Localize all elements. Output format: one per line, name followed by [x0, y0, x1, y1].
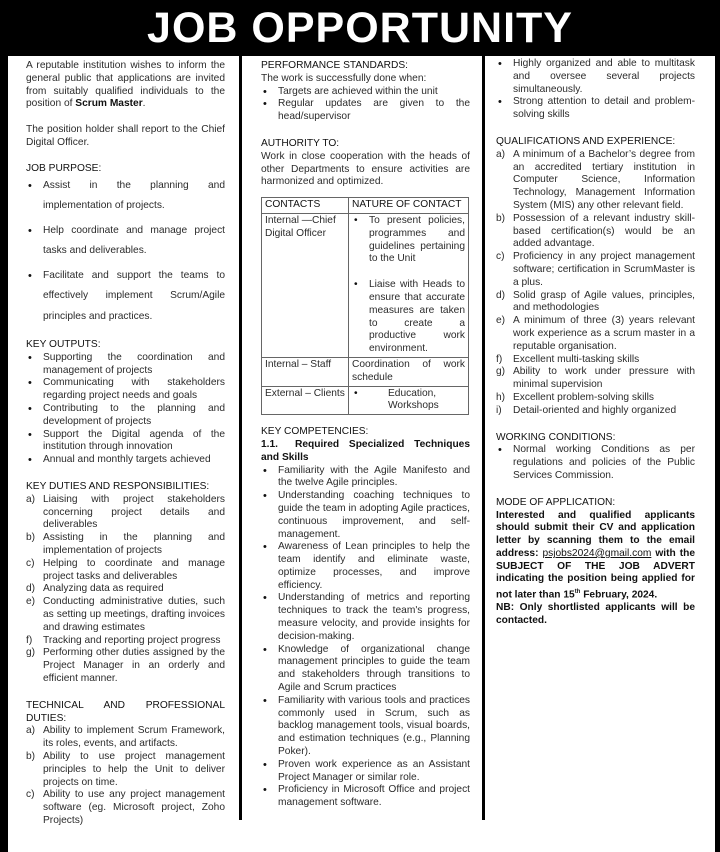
list-item: • Annual and monthly targets achieved [26, 454, 225, 467]
frame-border-left [0, 0, 8, 852]
application-instructions: Interested and qualified applicants should submit their CV and application letter by scanning them to the email address: psjobs2024@gmail.com with the SUBJECT OF THE JOB ADVERT indicating the position being applied for not later than 15th February, 2024. [496, 509, 695, 601]
table-row [262, 386, 469, 415]
competencies-subheading: 1.1. Required Specialized Techniques and Skills [261, 438, 470, 463]
column-header-contacts: CONTACTS [262, 198, 349, 214]
list-item: f) Tracking and reporting project progress [26, 634, 221, 646]
table-row [262, 357, 469, 386]
key-duties-heading: KEY DUTIES AND RESPONSIBILITIES: [26, 481, 210, 493]
list-item: • Proficiency in Microsoft Office and project management software. [261, 784, 470, 810]
list-item: • Regular updates are given to the head/supervisor [261, 98, 470, 124]
list-item: c) Ability to use any project management software (eg. Microsoft project, Zoho Projects) [26, 789, 225, 826]
column-left [26, 56, 225, 828]
list-item: • Familiarity with the Agile Manifesto and the twelve Agile principles. [261, 465, 470, 491]
contact-cell: Internal —Chief Digital Officer [262, 213, 349, 357]
contact-cell: External – Clients [262, 386, 349, 415]
position-name: Scrum Master [75, 98, 143, 110]
column-divider-1 [239, 56, 242, 820]
qualifications-list [496, 149, 695, 418]
list-item: • Targets are achieved within the unit [261, 86, 470, 99]
list-item: g) Ability to work under pressure with minimal supervision [496, 366, 695, 391]
list-item: c) Helping to coordinate and manage project tasks and deliverables [26, 557, 225, 582]
list-item: • Understanding of metrics and reporting techniques to track the team's progress, measure velocity, and provide insights for decision-making. [261, 592, 470, 643]
table-row [262, 213, 469, 357]
list-item: a) A minimum of a Bachelor’s degree from an accredited tertiary institution in Computer Science, Information Technology, Management Information System (MIS) any other relevant field. [496, 148, 695, 211]
authority-text: Work in close cooperation with the heads of other Departments to ensure activities are harmonized and optimized. [261, 150, 470, 188]
list-item: f) Excellent multi-tasking skills [496, 353, 640, 365]
column-header-nature: NATURE OF CONTACT [349, 198, 469, 214]
frame-border-right [715, 0, 720, 852]
list-item: • Highly organized and able to multitask and oversee several projects simultaneously. [496, 58, 695, 96]
competencies-list [261, 465, 470, 811]
list-item: • Proven work experience as an Assistant Project Manager or similar role. [261, 759, 470, 785]
list-item: a) Liaising with project stakeholders concerning project details and deliverables [26, 493, 225, 531]
key-outputs-list [26, 352, 225, 467]
list-item: e) Conducting administrative duties, such as setting up meetings, drafting invoices and drawing estimates [26, 596, 225, 633]
nature-cell: • Education, Workshops [349, 386, 469, 415]
performance-list [261, 86, 470, 124]
job-purpose-heading: JOB PURPOSE: [26, 162, 102, 174]
intro-paragraph: A reputable institution wishes to inform the general public that applications are invited from suitably qualified individuals to the position of Scrum Master. [26, 60, 225, 110]
job-purpose-list [26, 176, 225, 328]
list-item: a) Ability to implement Scrum Framework, its roles, events, and artifacts. [26, 725, 225, 750]
technical-duties-list [26, 725, 225, 827]
working-conditions-heading: WORKING CONDITIONS: [496, 431, 616, 443]
list-item: h) Excellent problem-solving skills [496, 391, 654, 403]
list-item: c) Proficiency in any project management software; certification in ScrumMaster is a plus. [496, 251, 695, 288]
list-item: • Help coordinate and manage project tasks and deliverables. [26, 221, 225, 262]
application-heading: MODE OF APPLICATION: [496, 496, 616, 508]
authority-heading: AUTHORITY TO: [261, 137, 340, 149]
list-item: g) Performing other duties assigned by the Project Manager in an orderly and efficient manner. [26, 647, 225, 684]
reporting-line: The position holder shall report to the Chief Digital Officer. [26, 124, 225, 148]
list-item: • Awareness of Lean principles to help the team identify and eliminate waste, optimize processes, and improve efficiency. [261, 541, 470, 592]
list-item: • Understanding coaching techniques to guide the team in adopting Agile practices, continuous improvement, and self-management. [261, 490, 470, 541]
list-item: d) Analyzing data as required [26, 583, 164, 595]
extra-skills-list [496, 58, 695, 122]
list-item: i) Detail-oriented and highly organized [496, 404, 677, 416]
contact-cell: Internal – Staff [262, 357, 349, 386]
performance-lead: The work is successfully done when: [261, 72, 427, 84]
list-item: • Assist in the planning and implementation of projects. [26, 176, 225, 217]
list-item: b) Possession of a relevant industry skill-based certification(s) would be an added advantage. [496, 212, 695, 250]
page-title: JOB OPPORTUNITY [0, 0, 720, 56]
list-item: • Normal working Conditions as per regulations and policies of the Public Services Commission. [496, 444, 695, 482]
list-item: • Support the Digital agenda of the institution through innovation [26, 429, 225, 455]
column-divider-2 [482, 56, 485, 820]
email-link[interactable]: psjobs2024@gmail.com [542, 547, 652, 559]
column-middle [261, 56, 470, 810]
nature-cell: Coordination of work schedule [349, 357, 469, 386]
list-item: • Contributing to the planning and development of projects [26, 403, 225, 429]
list-item: • Supporting the coordination and management of projects [26, 352, 225, 378]
list-item: • Familiarity with various tools and practices commonly used in Scrum, such as backlog management tools, visual boards, and estimation techniques (e.g., Planning Poker). [261, 695, 470, 759]
list-item: e) A minimum of three (3) years relevant work experience as a scrum master in a reputable organisation. [496, 315, 695, 352]
technical-duties-heading: TECHNICAL AND PROFESSIONAL DUTIES: [26, 699, 225, 724]
key-outputs-heading: KEY OUTPUTS: [26, 339, 101, 351]
list-item: b) Assisting in the planning and implementation of projects [26, 532, 225, 557]
list-item: • Facilitate and support the teams to effectively implement Scrum/Agile principles and practices. [26, 266, 225, 328]
list-item: • Knowledge of organizational change management principles to guide the team and stakeholders through transitions to Agile and Scrum practices [261, 644, 470, 695]
key-duties-list [26, 494, 225, 686]
working-conditions-list [496, 444, 695, 482]
qualifications-heading: QUALIFICATIONS AND EXPERIENCE: [496, 135, 676, 147]
column-right [496, 56, 695, 628]
shortlist-note: NB: Only shortlisted applicants will be contacted. [496, 602, 695, 627]
nature-cell: • To present policies, programmes and guidelines pertaining to the Unit • Liaise with Heads to ensure that accurate measures are taken to create a productive work environment. [349, 213, 469, 357]
list-item: d) Solid grasp of Agile values, principles, and methodologies [496, 289, 695, 314]
list-item: • Strong attention to detail and problem-solving skills [496, 96, 695, 122]
list-item: • Communicating with stakeholders regarding project needs and goals [26, 377, 225, 403]
competencies-heading: KEY COMPETENCIES: [261, 426, 369, 438]
list-item: b) Ability to use project management principles to help the Unit to deliver projects on time. [26, 750, 225, 788]
performance-heading: PERFORMANCE STANDARDS: [261, 60, 408, 71]
table-header-row [262, 198, 469, 214]
contacts-table [261, 197, 469, 415]
